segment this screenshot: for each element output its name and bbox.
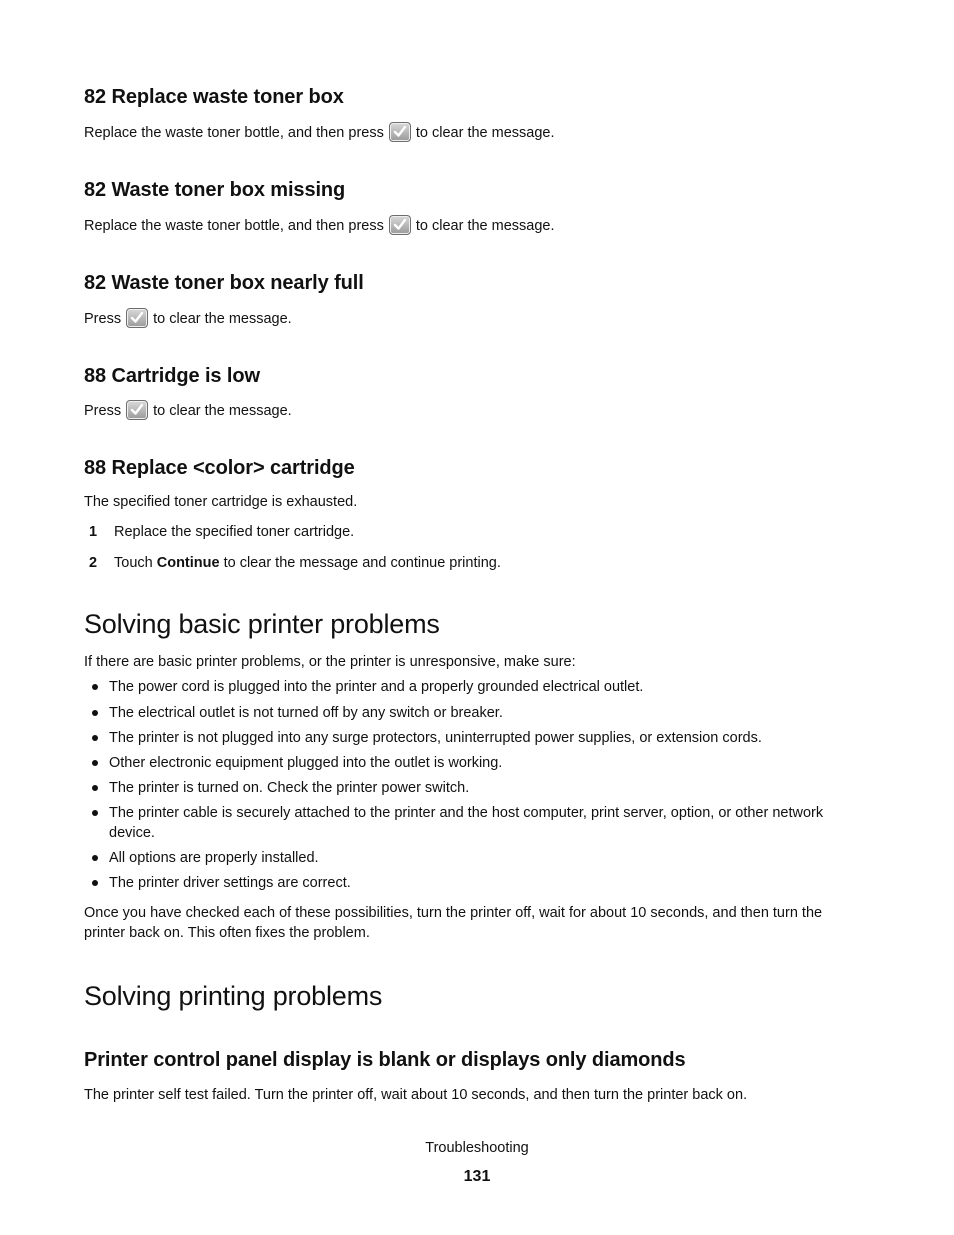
heading-solving-printing-problems: Solving printing problems	[84, 981, 383, 1011]
text-before: Replace the waste toner bottle, and then press	[84, 125, 384, 141]
text-after: to clear the message.	[153, 403, 292, 419]
heading-82-waste-toner-box-nearly-full: 82 Waste toner box nearly full	[84, 272, 364, 294]
paragraph-self-test-failed: The printer self test failed. Turn the printer off, wait about 10 seconds, and then turn the printer back on.	[84, 1087, 748, 1103]
paragraph-cartridge-low	[84, 401, 292, 421]
heading-88-cartridge-is-low: 88 Cartridge is low	[84, 365, 260, 387]
paragraph-closing-line-2: printer back on. This often fixes the problem.	[84, 925, 370, 941]
footer-label: Troubleshooting	[425, 1140, 529, 1156]
continue-label: Continue	[156, 555, 220, 571]
step-text-pre: Touch	[114, 555, 153, 571]
step-text: Replace the specified toner cartridge.	[114, 524, 355, 540]
bullet-icon	[92, 684, 98, 690]
text-before: Press	[84, 403, 122, 419]
checkmark-button-icon	[126, 400, 148, 420]
paragraph-waste-toner-missing	[84, 216, 555, 236]
step-number: 2	[89, 555, 98, 571]
paragraph-cartridge-exhausted: The specified toner cartridge is exhausted.	[84, 494, 358, 510]
bullet-icon	[92, 735, 98, 741]
step-2	[89, 553, 501, 573]
paragraph-replace-waste-toner	[84, 123, 555, 143]
step-number: 1	[89, 524, 98, 540]
text-after: to clear the message.	[153, 311, 292, 327]
paragraph-closing-line-1: Once you have checked each of these possibilities, turn the printer off, wait for about 10 seconds, and then turn the	[84, 905, 823, 921]
checkmark-button-icon	[389, 215, 411, 235]
bullet-icon	[92, 710, 98, 716]
text-before: Press	[84, 311, 122, 327]
bullet-icon	[92, 880, 98, 886]
checkmark-button-icon	[389, 122, 411, 142]
heading-82-waste-toner-box-missing: 82 Waste toner box missing	[84, 179, 346, 201]
bullet-icon	[92, 855, 98, 861]
step-text-post: to clear the message and continue printing.	[223, 555, 501, 571]
bullet-icon	[92, 785, 98, 791]
step-1	[89, 522, 354, 542]
heading-solving-basic-printer-problems: Solving basic printer problems	[84, 609, 440, 639]
heading-display-blank-diamonds: Printer control panel display is blank or displays only diamonds	[84, 1049, 686, 1071]
bullet-icon	[92, 810, 98, 816]
paragraph-waste-toner-nearly-full	[84, 309, 292, 329]
text-after: to clear the message.	[415, 125, 555, 141]
checkmark-button-icon	[126, 308, 148, 328]
heading-82-replace-waste-toner-box: 82 Replace waste toner box	[84, 86, 344, 108]
text-before: Replace the waste toner bottle, and then press	[84, 218, 384, 234]
paragraph-basic-intro: If there are basic printer problems, or the printer is unresponsive, make sure:	[84, 654, 576, 670]
heading-88-replace-color-cartridge: 88 Replace <color> cartridge	[84, 457, 355, 479]
bullet-icon	[92, 760, 98, 766]
text-after: to clear the message.	[415, 218, 555, 234]
page-number: 131	[463, 1168, 491, 1185]
